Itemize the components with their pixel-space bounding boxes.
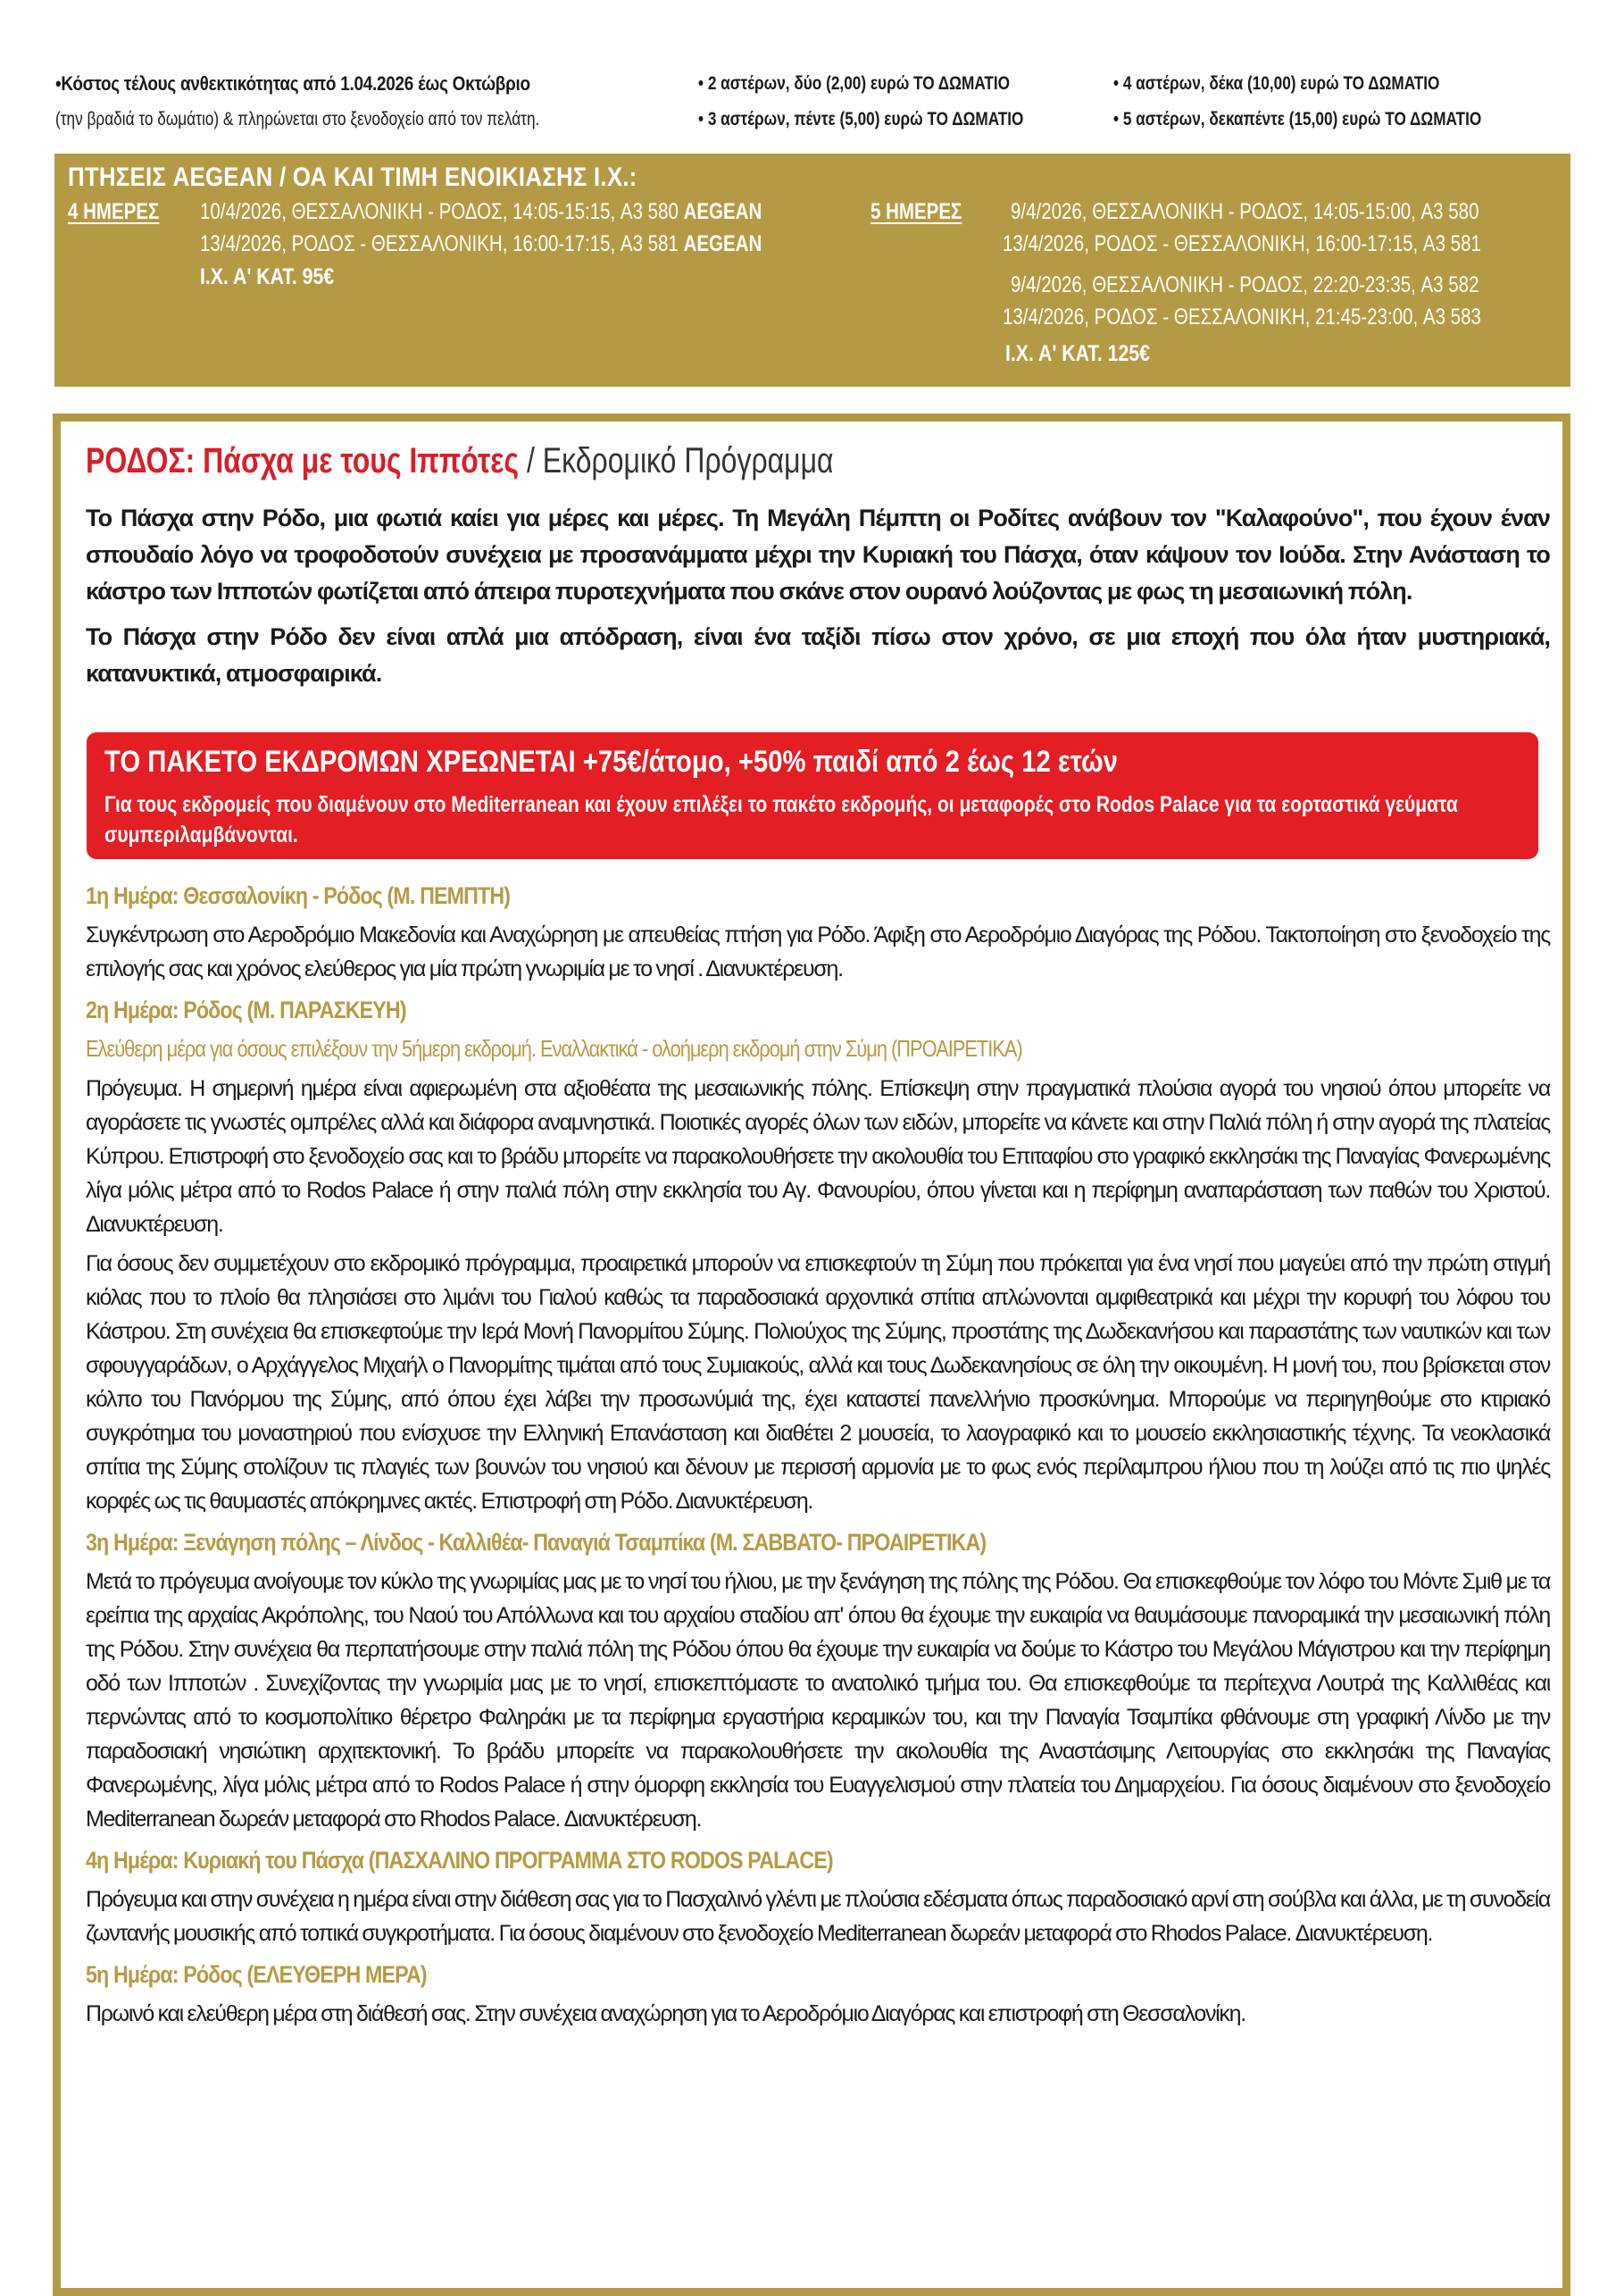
day-title: 3η Ημέρα: Ξενάγηση πόλης – Λίνδος - Καλλιθέα- Παναγιά Τσαμπίκα (Μ. ΣΑΒΒΑΤΟ- ΠΡΟΑΙΡΕΤΙΚΑ) [86, 1529, 987, 1556]
program-frame [53, 413, 1570, 2296]
day-description: Πρόγευμα και στην συνέχεια η ημέρα είναι στην διάθεση σας για το Πασχαλινό γλέντι με πλούσια εδέσματα όπως παραδοσιακό αρνί στη σούβλα και άλλα, με τη συνοδεία ζωντανής μουσικής από τοπικά συγκροτήματα. Για όσους διαμένουν στο ξενοδοχείο Mediterranean δωρεάν μεταφορά στο Rhodos Palace. Διανυκτέρευση. [86, 1887, 1550, 1946]
fee-item-3-stars: • 3 αστέρων, πέντε (5,00) ευρώ ΤΟ ΔΩΜΑΤΙΟ [698, 109, 1024, 129]
car-rental-price-5-days: Ι.Χ. Α' ΚΑΤ. 125€ [1005, 341, 1150, 366]
day-description: Συγκέντρωση στο Αεροδρόμιο Μακεδονία και Αναχώρηση με απευθείας πτήση για Ρόδο. Άφιξη στο Αεροδρόμιο Διαγόρας της Ρόδου. Τακτοποίηση στο ξενοδοχείο της επιλογής σας και χρόνος ελεύθερος για μία πρώτη γνωριμία με το νησί . Διανυκτέρευση. [86, 923, 1550, 981]
day-1 [86, 877, 1550, 986]
flight-text: 10/4/2026, ΘΕΣΣΑΛΟΝΙΚΗ - ΡΟΔΟΣ, 14:05-15:15, A3 580 [200, 199, 679, 224]
day-5 [86, 1956, 1550, 2031]
airline-label: AEGEAN [683, 231, 762, 256]
fee-note-line-2: (την βραδιά το δωμάτιο) & πληρώνεται στο ξενοδοχείο από τον πελάτη. [55, 109, 540, 129]
day-title: 4η Ημέρα: Κυριακή του Πάσχα (ΠΑΣΧΑΛΙΝΟ ΠΡΟΓΡΑΜΜΑ ΣΤΟ RODOS PALACE) [86, 1847, 833, 1874]
resilience-fee-section [55, 68, 1573, 148]
fee-note [55, 68, 698, 136]
day-description: Πρωινό και ελεύθερη μέρα στη διάθεσή σας. Στην συνέχεια αναχώρηση για το Αεροδρόμιο Διαγόρας και επιστροφή στη Θεσσαλονίκη. [86, 2001, 1245, 2026]
duration-5-days-label: 5 ΗΜΕΡΕΣ [870, 199, 962, 224]
airline-label: AEGEAN [683, 199, 762, 224]
day-subtitle: Ελεύθερη μέρα για όσους επιλέξουν την 5ήμερη εκδρομή. Εναλλακτικά - ολοήμερη εκδρομή στην Σύμη (ΠΡΟΑΙΡΕΤΙΚΑ) [86, 1035, 1022, 1062]
program-heading [86, 441, 834, 481]
daily-itinerary [86, 877, 1550, 2036]
program-subtitle: / Εκδρομικό Πρόγραμμα [519, 441, 834, 480]
flight-text: 13/4/2026, ΡΟΔΟΣ - ΘΕΣΣΑΛΟΝΙΚΗ, 16:00-17:15, A3 581 [200, 231, 679, 256]
day-4 [86, 1841, 1550, 1950]
fee-note-line-1: •Κόστος τέλους ανθεκτικότητας από 1.04.2026 έως Οκτώβριο [55, 72, 530, 95]
package-note: Για τους εκδρομείς που διαμένουν στο Mediterranean και έχουν επιλέξει το πακέτο εκδρομής, οι μεταφορές στο Rodos Palace για τα εορταστικά γεύματα συμπεριλαμβάνονται. [104, 792, 1458, 847]
flight-row [200, 196, 762, 227]
flight-row [200, 229, 762, 259]
package-headline: ΤΟ ΠΑΚΕΤΟ ΕΚΔΡΟΜΩΝ ΧΡΕΩΝΕΤΑΙ +75€/άτομο, +50% παιδί από 2 έως 12 ετών [104, 745, 1118, 779]
fee-item-5-stars: • 5 αστέρων, δεκαπέντε (15,00) ευρώ ΤΟ ΔΩΜΑΤΙΟ [1113, 109, 1482, 129]
car-rental-price-4-days: Ι.Χ. Α' ΚΑΤ. 95€ [200, 264, 335, 289]
day-title: 1η Ημέρα: Θεσσαλονίκη - Ρόδος (Μ. ΠΕΜΠΤΗ) [86, 882, 511, 909]
intro-paragraph: Το Πάσχα στην Ρόδο δεν είναι απλά μια απόδραση, είναι ένα ταξίδι πίσω στον χρόνο, σε μια εποχή που όλα ήταν μυστηριακά, κατανυκτικά, ατμοσφαιρικά. [86, 623, 1550, 687]
flights-title: ΠΤΗΣΕΙΣ AEGEAN / ΟΑ ΚΑΙ ΤΙΜΗ ΕΝΟΙΚΙΑΣΗΣ Ι.Χ.: [68, 163, 637, 192]
fee-column-2 [1113, 68, 1562, 139]
day-title: 5η Ημέρα: Ρόδος (ΕΛΕΥΘΕΡΗ ΜΕΡΑ) [86, 1961, 427, 1988]
program-title: ΡΟΔΟΣ: Πάσχα με τους Ιππότες [86, 441, 520, 480]
day-3 [86, 1524, 1550, 1836]
day-description: Πρόγευμα. Η σημερινή ημέρα είναι αφιερωμένη στα αξιοθέατα της μεσαιωνικής πόλης. Επίσκεψη στην πραγματικά πλούσια αγορά του νησιού όπου μπορείτε να αγοράσετε τις γνωστές ομπρέλες αλλά και διάφορα αναμνηστικά. Ποιοτικές αγορές όλων των ειδών, μπορείτε να κάνετε και στην Παλιά πόλη ή στην αγορά της πλατείας Κύπρου. Επιστροφή στο ξενοδοχείο σας και το βράδυ μπορείτε να παρακολουθήσετε την ακολουθία του Επιταφίου στο γραφικό εκκλησάκι της Παναγίας Φανερωμένης λίγα μόλις μέτρα από το Rodos Palace ή στην παλιά πόλη στην εκκλησία του Αγ. Φανουρίου, όπου γίνεται και η περίφημη αναπαράσταση των παθών του Χριστού. Διανυκτέρευση. [86, 1076, 1550, 1237]
program-intro [86, 500, 1550, 701]
fee-item-2-stars: • 2 αστέρων, δύο (2,00) ευρώ ΤΟ ΔΩΜΑΤΙΟ [698, 73, 1011, 94]
excursion-package-banner [87, 732, 1538, 859]
day-2 [86, 991, 1550, 1518]
intro-paragraph: Το Πάσχα στην Ρόδο, μια φωτιά καίει για μέρες και μέρες. Τη Μεγάλη Πέμπτη οι Ροδίτες ανάβουν τον "Καλαφούνο", που έχουν έναν σπουδαίο λόγο να τροφοδοτούν συνέχεια με προσανάμματα μέχρι την Κυριακή του Πάσχα, όταν κάψουν τον Ιούδα. Στην Ανάσταση το κάστρο των Ιπποτών φωτίζεται από άπειρα πυροτεχνήματα που σκάνε στον ουρανό λούζοντας με φως τη μεσαιωνική πόλη. [86, 505, 1550, 605]
day-title: 2η Ημέρα: Ρόδος (Μ. ΠΑΡΑΣΚΕΥΗ) [86, 997, 406, 1023]
flights-box [54, 154, 1570, 387]
flight-row: 9/4/2026, ΘΕΣΣΑΛΟΝΙΚΗ - ΡΟΔΟΣ, 22:20-23:35, A3 582 [1011, 272, 1479, 297]
duration-4-days-label: 4 ΗΜΕΡΕΣ [68, 199, 160, 224]
day-description: Μετά το πρόγευμα ανοίγουμε τον κύκλο της γνωριμίας μας με το νησί του ήλιου, με την ξενάγηση της πόλης της Ρόδου. Θα επισκεφθούμε τον λόφο του Μόντε Σμιθ με τα ερείπια της αρχαίας Ακρόπολης, του Ναού του Απόλλωνα και του αρχαίου σταδίου απ' όπου θα έχουμε την ευκαιρία να θαυμάσουμε πανοραμικά την μεσαιωνική πόλη της Ρόδου. Στην συνέχεια θα περπατήσουμε στην παλιά πόλη της Ρόδου όπου θα έχουμε την ευκαιρία να δούμε το Κάστρο του Μεγάλου Μάγιστρου και την περίφημη οδό των Ιπποτών . Συνεχίζοντας την γνωριμία μας με το νησί, επισκεπτόμαστε το ανατολικό τμήμα του. Θα επισκεφθούμε τα περίτεχνα Λουτρά της Καλλιθέας και περνώντας από το κοσμοπολίτικο θέρετρο Φαληράκι με τα περίφημα εργαστήρια κεραμικών του, και την Παναγία Τσαμπίκα φθάνουμε στη γραφική Λίνδο με την παραδοσιακή νησιώτικη αρχιτεκτονική. Το βράδυ μπορείτε να παρακολουθήσετε την ακολουθία της Αναστάσιμης Λειτουργίας στο εκκλησάκι της Παναγίας Φανερωμένης, λίγα μόλις μέτρα από το Rodos Palace ή στην όμορφη εκκλησία του Ευαγγελισμού στην πλατεία του Δημαρχείου. Για όσους διαμένουν στο ξενοδοχείο Mediterranean δωρεάν μεταφορά στο Rhodos Palace. Διανυκτέρευση. [86, 1569, 1550, 1832]
fee-item-4-stars: • 4 αστέρων, δέκα (10,00) ευρώ ΤΟ ΔΩΜΑΤΙΟ [1113, 73, 1440, 94]
fee-column-1 [698, 68, 1095, 139]
flight-row: 13/4/2026, ΡΟΔΟΣ - ΘΕΣΣΑΛΟΝΙΚΗ, 21:45-23:00, A3 583 [1003, 305, 1481, 330]
day-description: Για όσους δεν συμμετέχουν στο εκδρομικό πρόγραμμα, προαιρετικά μπορούν να επισκεφτούν τη Σύμη που πρόκειται για ένα νησί που μαγεύει από την πρώτη στιγμή κιόλας που το πλοίο θα πλησιάσει στο λιμάνι του Γιαλού καθώς τα παραδοσιακά αρχοντικά σπίτια απλώνονται αμφιθεατρικά και μέχρι την κορυφή του λόφου του Κάστρου. Στη συνέχεια θα επισκεφτούμε την Ιερά Μονή Πανορμίτου Σύμης. Πολιούχος της Σύμης, προστάτης της Δωδεκανήσου και παραστάτης των ναυτικών και των σφουγγαράδων, ο Αρχάγγελος Μιχαήλ ο Πανορμίτης τιμάται από τους Συμιακούς, αλλά και τους Δωδεκανησίους σε όλη την οικουμένη. Η μονή του, που βρίσκεται στον κόλπο του Πανόρμου της Σύμης, από όπου έχει λάβει την προσωνύμιά της, έχει καταστεί πανελλήνιο προσκύνημα. Μπορούμε να περιηγηθούμε στο κτιριακό συγκρότημα του μοναστηριού που ενίσχυσε την Ελληνική Επανάσταση και διαθέτει 2 μουσεία, το λαογραφικό και το μουσείο εκκλησιαστικής τέχνης. Τα νεοκλασικά σπίτια της Σύμης στολίζουν τις πλαγιές των βουνών του νησιού και δένουν με περισσή αρμονία με το φως ενός περίλαμπρου ήλιου που τη λούζει από τις πιο ψηλές κορφές ως τις θαυμαστές απόκρημνες ακτές. Επιστροφή στη Ρόδο. Διανυκτέρευση. [86, 1251, 1550, 1514]
flight-row: 9/4/2026, ΘΕΣΣΑΛΟΝΙΚΗ - ΡΟΔΟΣ, 14:05-15:00, A3 580 [1011, 199, 1479, 224]
flight-row: 13/4/2026, ΡΟΔΟΣ - ΘΕΣΣΑΛΟΝΙΚΗ, 16:00-17:15, A3 581 [1003, 231, 1481, 256]
